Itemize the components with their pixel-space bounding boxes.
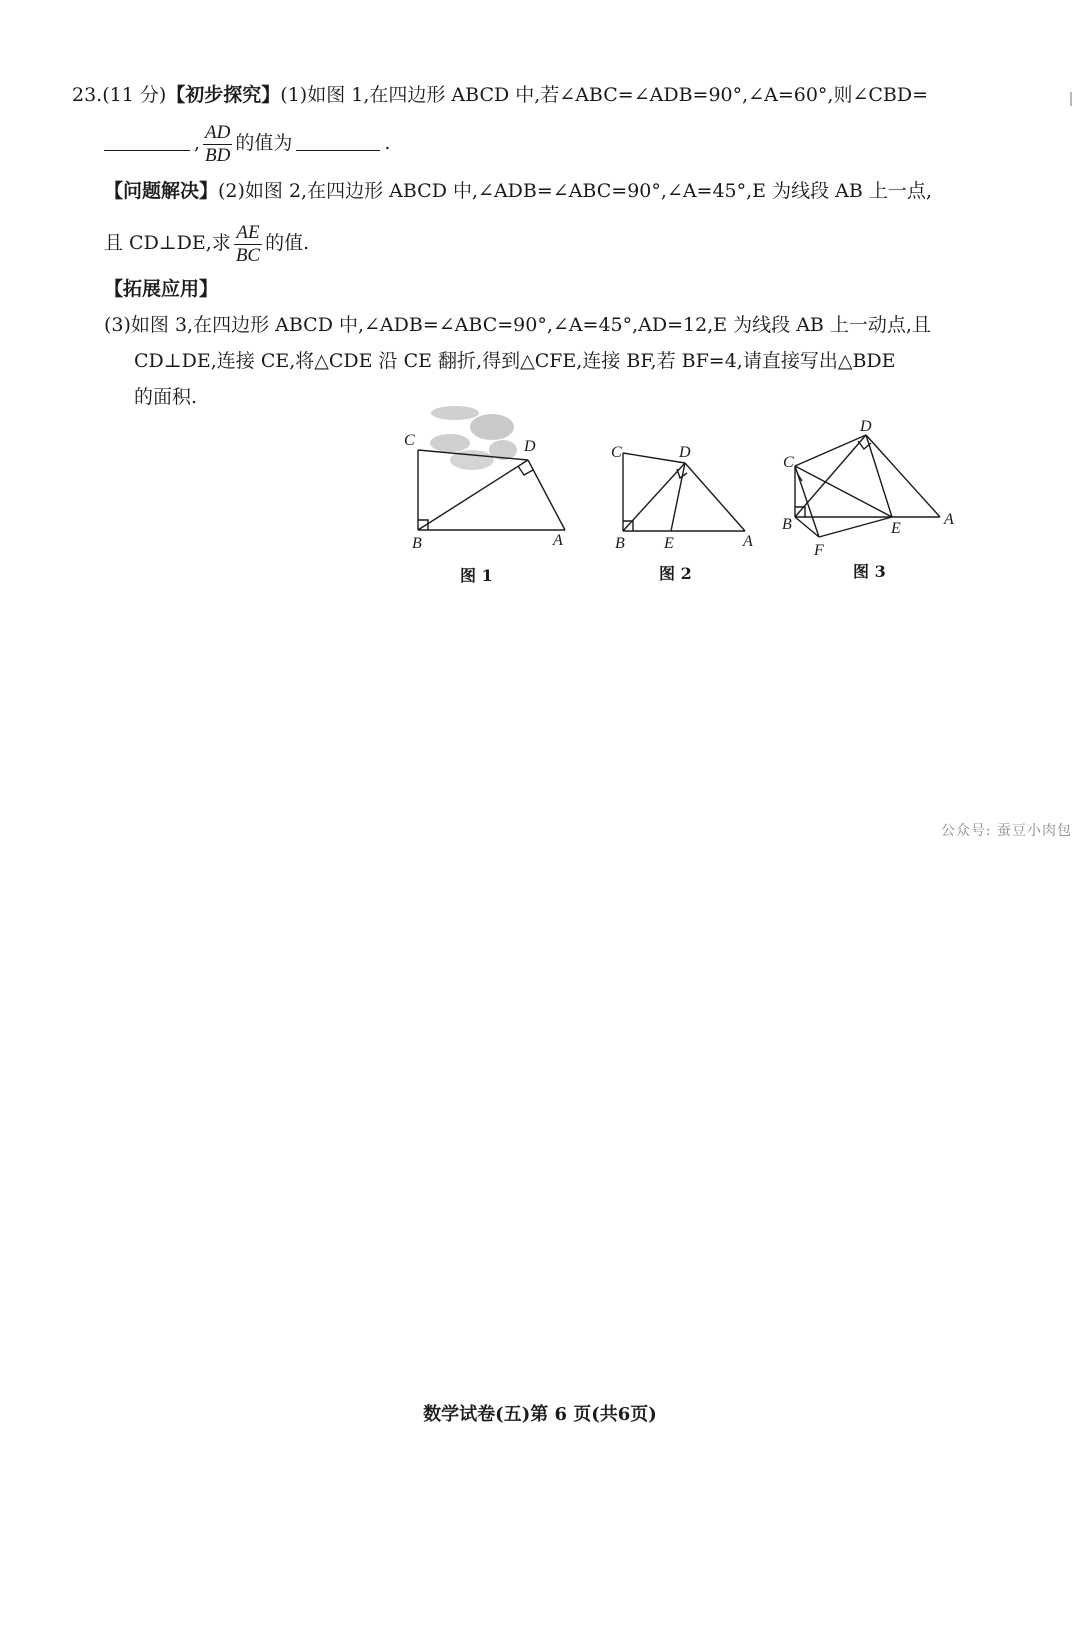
part2-line2-head: 且 CD⊥DE,求 <box>104 232 231 254</box>
fig3-label-e: E <box>891 520 901 537</box>
fig3-label-f: F <box>814 542 824 559</box>
fig3-side-da <box>866 435 940 517</box>
figure-2 <box>623 453 745 531</box>
fig2-label-a: A <box>743 533 753 550</box>
figure-2-caption: 图 2 <box>659 564 692 583</box>
question-23-part2-line-2 <box>104 218 309 268</box>
part3-line-2: CD⊥DE,连接 CE,将△CDE 沿 CE 翻折,得到△CFE,连接 BF,若 BF=4,请直接写出△BDE <box>134 350 896 372</box>
fraction-numerator: AD <box>205 121 231 143</box>
question-number: 23. <box>72 84 103 106</box>
fig2-label-c: C <box>611 444 622 461</box>
fig2-label-b: B <box>615 535 625 552</box>
fig1-right-angle-d <box>518 466 533 475</box>
fig3-label-c: C <box>783 454 794 471</box>
fig2-side-da <box>685 463 745 531</box>
part2-text: (2)如图 2,在四边形 ABCD 中,∠ADB=∠ABC=90°,∠A=45°,E 为线段 AB 上一点, <box>218 180 932 202</box>
fig1-diagonal-bd <box>418 460 528 530</box>
fig1-label-a: A <box>553 532 563 549</box>
part1-end: . <box>384 132 391 154</box>
fraction-ad-over-bd <box>203 122 232 167</box>
part2-line2-tail: 的值. <box>265 232 310 254</box>
figures-area <box>400 405 1020 615</box>
fig2-label-e: E <box>664 535 674 552</box>
watermark: 公众号: 蚕豆小肉包 <box>940 823 1072 839</box>
fraction-numerator: AE <box>236 221 260 243</box>
fig3-side-cd <box>795 435 866 466</box>
fig2-side-cd <box>623 453 685 463</box>
answer-blank-ratio[interactable] <box>296 150 380 151</box>
part3-line-3: 的面积. <box>134 386 198 408</box>
figure-1-caption: 图 1 <box>460 566 493 585</box>
question-23-part2-line-1 <box>104 178 932 204</box>
fig3-label-a: A <box>944 511 954 528</box>
fig1-label-c: C <box>404 432 415 449</box>
fig1-side-da <box>528 460 565 530</box>
question-points: (11 分) <box>102 84 167 106</box>
scan-smudge <box>430 406 517 470</box>
part1-separator: , <box>194 132 201 154</box>
question-23-line-1 <box>72 82 928 108</box>
scan-edge-mark <box>1070 92 1072 106</box>
question-23-line-2 <box>104 118 390 168</box>
fraction-ae-over-bc <box>234 222 262 267</box>
part1-text: (1)如图 1,在四边形 ABCD 中,若∠ABC=∠ADB=90°,∠A=60°,则∠CBD= <box>280 84 929 106</box>
fig3-label-b: B <box>782 516 792 533</box>
section-label-problem-solving: 【问题解决】 <box>104 180 219 202</box>
figure-3-caption: 图 3 <box>853 562 886 581</box>
fig3-segment-fe <box>819 517 892 537</box>
fraction-denominator: BC <box>235 244 261 266</box>
page-footer: 数学试卷(五)第 6 页(共6页) <box>423 1404 657 1425</box>
fig1-label-b: B <box>412 535 422 552</box>
figures-svg <box>400 405 1020 615</box>
fig3-label-d: D <box>860 418 872 435</box>
fig1-label-d: D <box>524 438 536 455</box>
fig2-label-d: D <box>679 444 691 461</box>
part1-tail: 的值为 <box>235 132 293 154</box>
answer-blank-angle-cbd[interactable] <box>104 150 190 151</box>
section-label-extended-application: 【拓展应用】 <box>104 278 219 300</box>
section-label-initial-exploration: 【初步探究】 <box>166 84 281 106</box>
figure-3 <box>795 435 940 537</box>
fig3-diagonal-bd <box>795 435 866 517</box>
fraction-denominator: BD <box>205 144 231 166</box>
part3-line-1: (3)如图 3,在四边形 ABCD 中,∠ADB=∠ABC=90°,∠A=45°,AD=12,E 为线段 AB 上一动点,且 <box>104 314 931 336</box>
